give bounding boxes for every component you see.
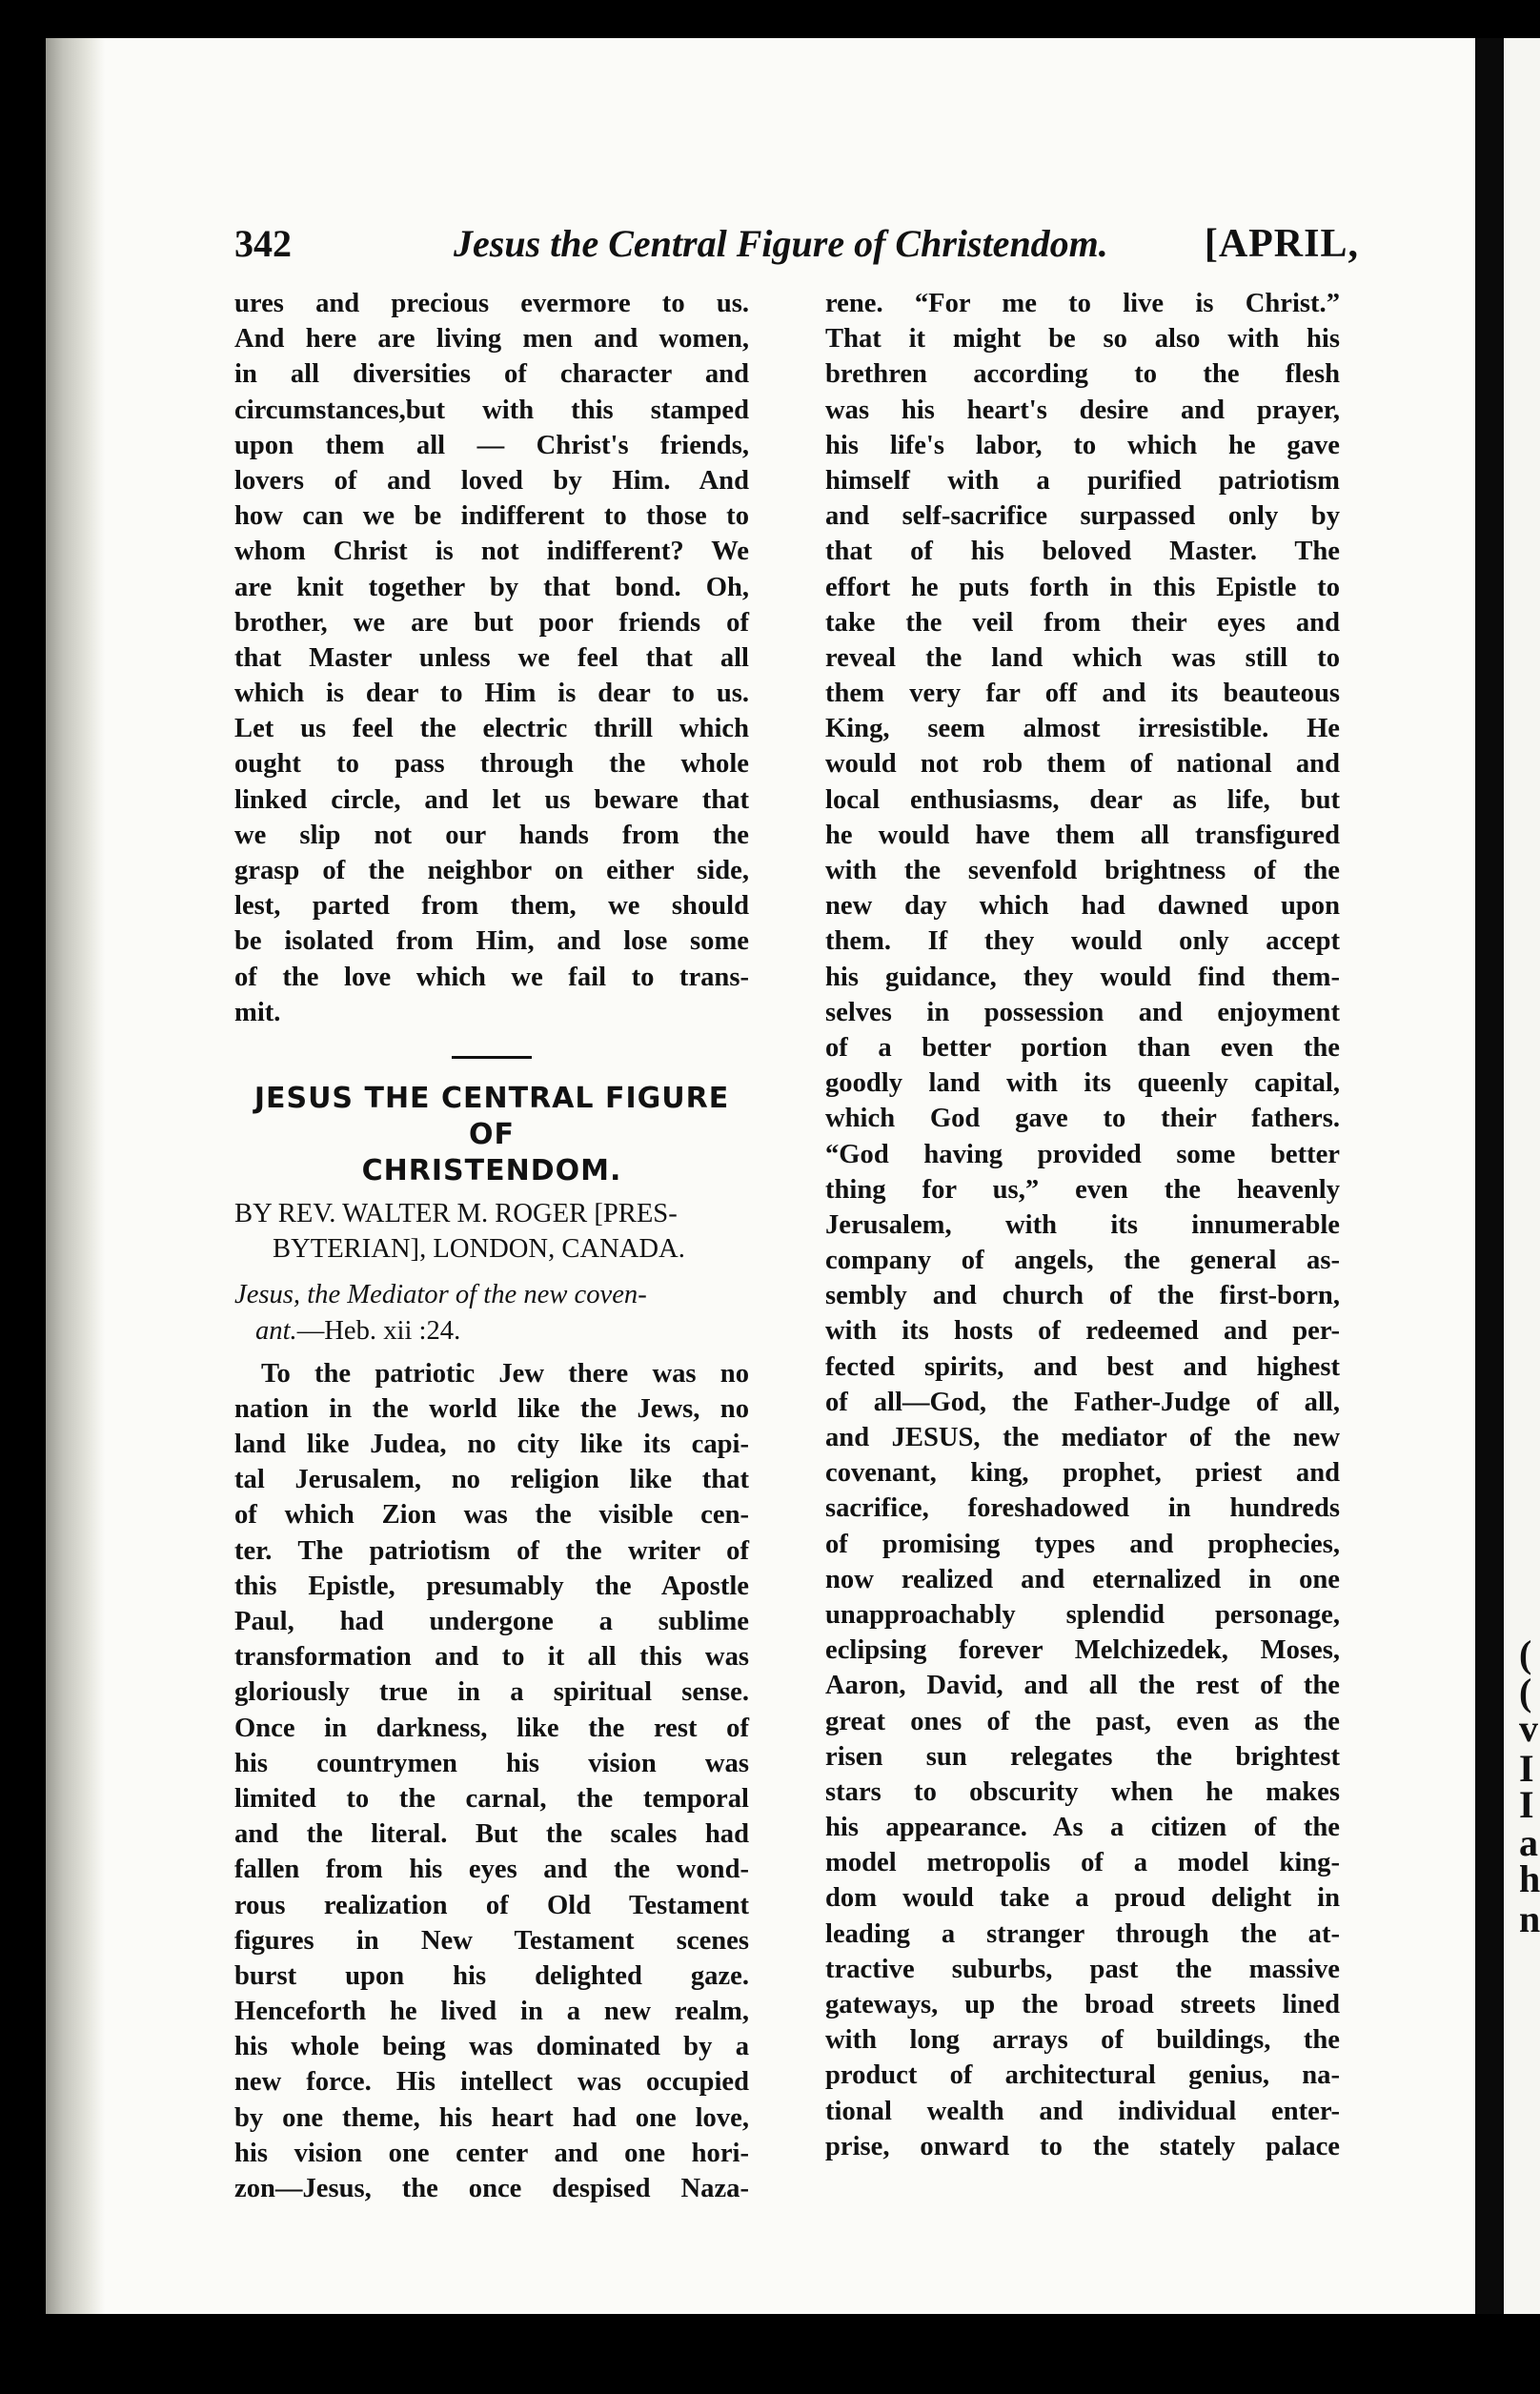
text-line: reveal the land which was still to <box>825 642 1340 673</box>
text-line: and self-sacrifice surpassed only by <box>825 501 1340 532</box>
article-title-line: CHRISTENDOM. <box>361 1153 622 1187</box>
text-line: that of his beloved Master. The <box>825 537 1340 567</box>
text-line: which is dear to Him is dear to us. <box>234 679 749 709</box>
text-line: gloriously true in a spiritual sense. <box>234 1677 749 1708</box>
text-line: lest, parted from them, we should <box>234 891 749 922</box>
text-line: are knit together by that bond. Oh, <box>234 572 749 602</box>
text-line: his vision one center and one hori- <box>234 2138 749 2168</box>
text-line: and the literal. But the scales had <box>234 1819 749 1850</box>
text-line: To the patriotic Jew there was no <box>261 1358 749 1389</box>
text-line: now realized and eternalized in one <box>825 1564 1340 1594</box>
text-line: unapproachably splendid personage, <box>825 1599 1340 1630</box>
facing-page-letter: v <box>1519 1707 1538 1750</box>
text-line: he would have them all transfigured <box>825 820 1340 850</box>
text-line: fallen from his eyes and the wond- <box>234 1855 749 1885</box>
article-body-continued <box>825 286 1340 2164</box>
text-line: effort he puts forth in this Epistle to <box>825 572 1340 602</box>
text-line: which God gave to their fathers. <box>825 1104 1340 1134</box>
facing-page-letter: ( <box>1519 1671 1532 1714</box>
byline-line: BYTERIAN], LONDON, CANADA. <box>273 1234 685 1265</box>
text-line: that Master unless we feel that all <box>234 642 749 673</box>
text-line: transformation and to it all this was <box>234 1642 749 1673</box>
running-month: [APRIL, <box>1204 222 1359 266</box>
epigraph-line <box>234 1313 749 1349</box>
text-line: Aaron, David, and all the rest of the <box>825 1671 1340 1701</box>
text-line: in all diversities of character and <box>234 359 749 390</box>
text-line: nation in the world like the Jews, no <box>234 1393 749 1424</box>
text-line: rous realization of Old Testament <box>234 1890 749 1920</box>
article-body-paragraph <box>234 1356 749 2207</box>
byline <box>234 1197 749 1268</box>
text-line: tractive suburbs, past the massive <box>825 1954 1340 1984</box>
text-line: And here are living men and women, <box>234 324 749 355</box>
text-line: stars to obscurity when he makes <box>825 1776 1340 1807</box>
text-line: Paul, had undergone a sublime <box>234 1607 749 1636</box>
section-rule <box>452 1056 532 1059</box>
text-line: with its hosts of redeemed and per- <box>825 1316 1340 1347</box>
text-line: That it might be so also with his <box>825 324 1340 355</box>
facing-page-letter: n <box>1519 1897 1540 1940</box>
text-line: grasp of the neighbor on either side, <box>234 856 749 885</box>
left-column <box>234 286 749 2206</box>
epigraph-word: ant. <box>255 1315 297 1346</box>
facing-page-letter: ( <box>1519 1633 1532 1675</box>
text-line: risen sun relegates the brightest <box>825 1741 1340 1772</box>
text-line: sembly and church of the first-born, <box>825 1281 1340 1311</box>
text-line: himself with a purified patriotism <box>825 465 1340 496</box>
page-gutter-shadow <box>46 38 105 2314</box>
text-line: thing for us,” even the heavenly <box>825 1174 1340 1205</box>
text-line: selves in possession and enjoyment <box>825 997 1340 1027</box>
text-line: leading a stranger through the at- <box>825 1918 1340 1949</box>
epigraph-line: Jesus, the Mediator of the new coven- <box>234 1280 647 1310</box>
text-line: his appearance. As a citizen of the <box>825 1813 1340 1843</box>
text-line: King, seem almost irresistible. He <box>825 714 1340 744</box>
text-line: of all—God, the Father-Judge of all, <box>825 1387 1340 1417</box>
text-line: them. If they would only accept <box>825 926 1340 957</box>
facing-page-letter: I <box>1519 1783 1534 1826</box>
text-line: goodly land with its queenly capital, <box>825 1068 1340 1099</box>
facing-page-letter: I <box>1519 1747 1534 1790</box>
page-number: 342 <box>234 222 292 265</box>
text-line: upon them all — Christ's friends, <box>234 430 749 460</box>
article-title-line: JESUS THE CENTRAL FIGURE OF <box>253 1081 730 1151</box>
text-line: his whole being was dominated by a <box>234 2032 749 2062</box>
right-column <box>825 286 1340 2164</box>
article-title <box>234 1081 749 1189</box>
text-line: circumstances,but with this stamped <box>234 395 749 425</box>
facing-page-edge <box>1504 38 1540 2314</box>
text-line: dom would take a proud delight in <box>825 1883 1340 1914</box>
text-line: local enthusiasms, dear as life, but <box>825 784 1340 815</box>
text-line: great ones of the past, even as the <box>825 1706 1340 1736</box>
text-line: zon—Jesus, the once despised Naza- <box>234 2174 749 2203</box>
text-line: prise, onward to the stately palace <box>825 2131 1340 2161</box>
text-line: ures and precious evermore to us. <box>234 289 749 318</box>
text-line: brother, we are but poor friends of <box>234 607 749 638</box>
running-header <box>234 215 1359 273</box>
text-line: we slip not our hands from the <box>234 820 749 850</box>
text-line: Let us feel the electric thrill which <box>234 714 749 744</box>
text-line: his life's labor, to which he gave <box>825 430 1340 460</box>
text-line: new day which had dawned upon <box>825 891 1340 922</box>
epigraph <box>234 1277 749 1348</box>
text-line: take the veil from their eyes and <box>825 607 1340 638</box>
text-line: rene. “For me to live is Christ.” <box>825 289 1340 318</box>
text-line: of promising types and prophecies, <box>825 1529 1340 1559</box>
text-line: land like Judea, no city like its capi- <box>234 1430 749 1460</box>
text-line: fected spirits, and best and highest <box>825 1351 1340 1382</box>
text-line: sacrifice, foreshadowed in hundreds <box>825 1493 1340 1524</box>
text-line: them very far off and its beauteous <box>825 679 1340 709</box>
text-line: Henceforth he lived in a new realm, <box>234 1997 749 2027</box>
text-line: with the sevenfold brightness of the <box>825 856 1340 885</box>
text-line: mit. <box>234 997 281 1027</box>
text-line: product of architectural genius, na- <box>825 2060 1340 2091</box>
text-line: be isolated from Him, and lose some <box>234 926 749 957</box>
text-line: would not rob them of national and <box>825 749 1340 780</box>
text-line: Jerusalem, with its innumerable <box>825 1209 1340 1240</box>
continued-paragraph <box>234 286 749 1030</box>
text-line: how can we be indifferent to those to <box>234 501 749 532</box>
running-title: Jesus the Central Figure of Christendom. <box>454 222 1108 265</box>
text-line: limited to the carnal, the temporal <box>234 1783 749 1814</box>
text-line: eclipsing forever Melchizedek, Moses, <box>825 1635 1340 1666</box>
text-line: Once in darkness, like the rest of <box>234 1713 749 1743</box>
text-line: company of angels, the general as- <box>825 1246 1340 1276</box>
page-edge-divider <box>1475 38 1504 2314</box>
text-line: ought to pass through the whole <box>234 749 749 780</box>
text-line: his countrymen his vision was <box>234 1748 749 1778</box>
facing-page-letter: a <box>1519 1821 1538 1864</box>
text-line: his guidance, they would find them- <box>825 962 1340 992</box>
text-line: new force. His intellect was occupied <box>234 2067 749 2098</box>
text-line: model metropolis of a model king- <box>825 1848 1340 1878</box>
text-line: tional wealth and individual enter- <box>825 2096 1340 2126</box>
text-line: of the love which we fail to trans- <box>234 962 749 992</box>
epigraph-reference: —Heb. xii :24. <box>296 1315 461 1346</box>
text-line: was his heart's desire and prayer, <box>825 395 1340 425</box>
text-line: figures in New Testament scenes <box>234 1925 749 1956</box>
text-line: brethren according to the flesh <box>825 359 1340 390</box>
text-line: with long arrays of buildings, the <box>825 2025 1340 2056</box>
text-line: “God having provided some better <box>825 1139 1340 1169</box>
text-line: and JESUS, the mediator of the new <box>825 1423 1340 1452</box>
text-line: burst upon his delighted gaze. <box>234 1960 749 1991</box>
text-line: tal Jerusalem, no religion like that <box>234 1465 749 1495</box>
text-line: of which Zion was the visible cen- <box>234 1500 749 1531</box>
byline-line: BY REV. WALTER M. ROGER [PRES- <box>234 1198 678 1228</box>
text-line: linked circle, and let us beware that <box>234 784 749 815</box>
text-line: this Epistle, presumably the Apostle <box>234 1571 749 1601</box>
text-line: lovers of and loved by Him. And <box>234 465 749 496</box>
text-line: ter. The patriotism of the writer of <box>234 1535 749 1566</box>
text-line: by one theme, his heart had one love, <box>234 2102 749 2133</box>
text-line: gateways, up the broad streets lined <box>825 1990 1340 2019</box>
text-line: covenant, king, prophet, priest and <box>825 1458 1340 1489</box>
facing-page-letter: h <box>1519 1857 1540 1900</box>
text-line: whom Christ is not indifferent? We <box>234 537 749 567</box>
text-line: of a better portion than even the <box>825 1032 1340 1063</box>
